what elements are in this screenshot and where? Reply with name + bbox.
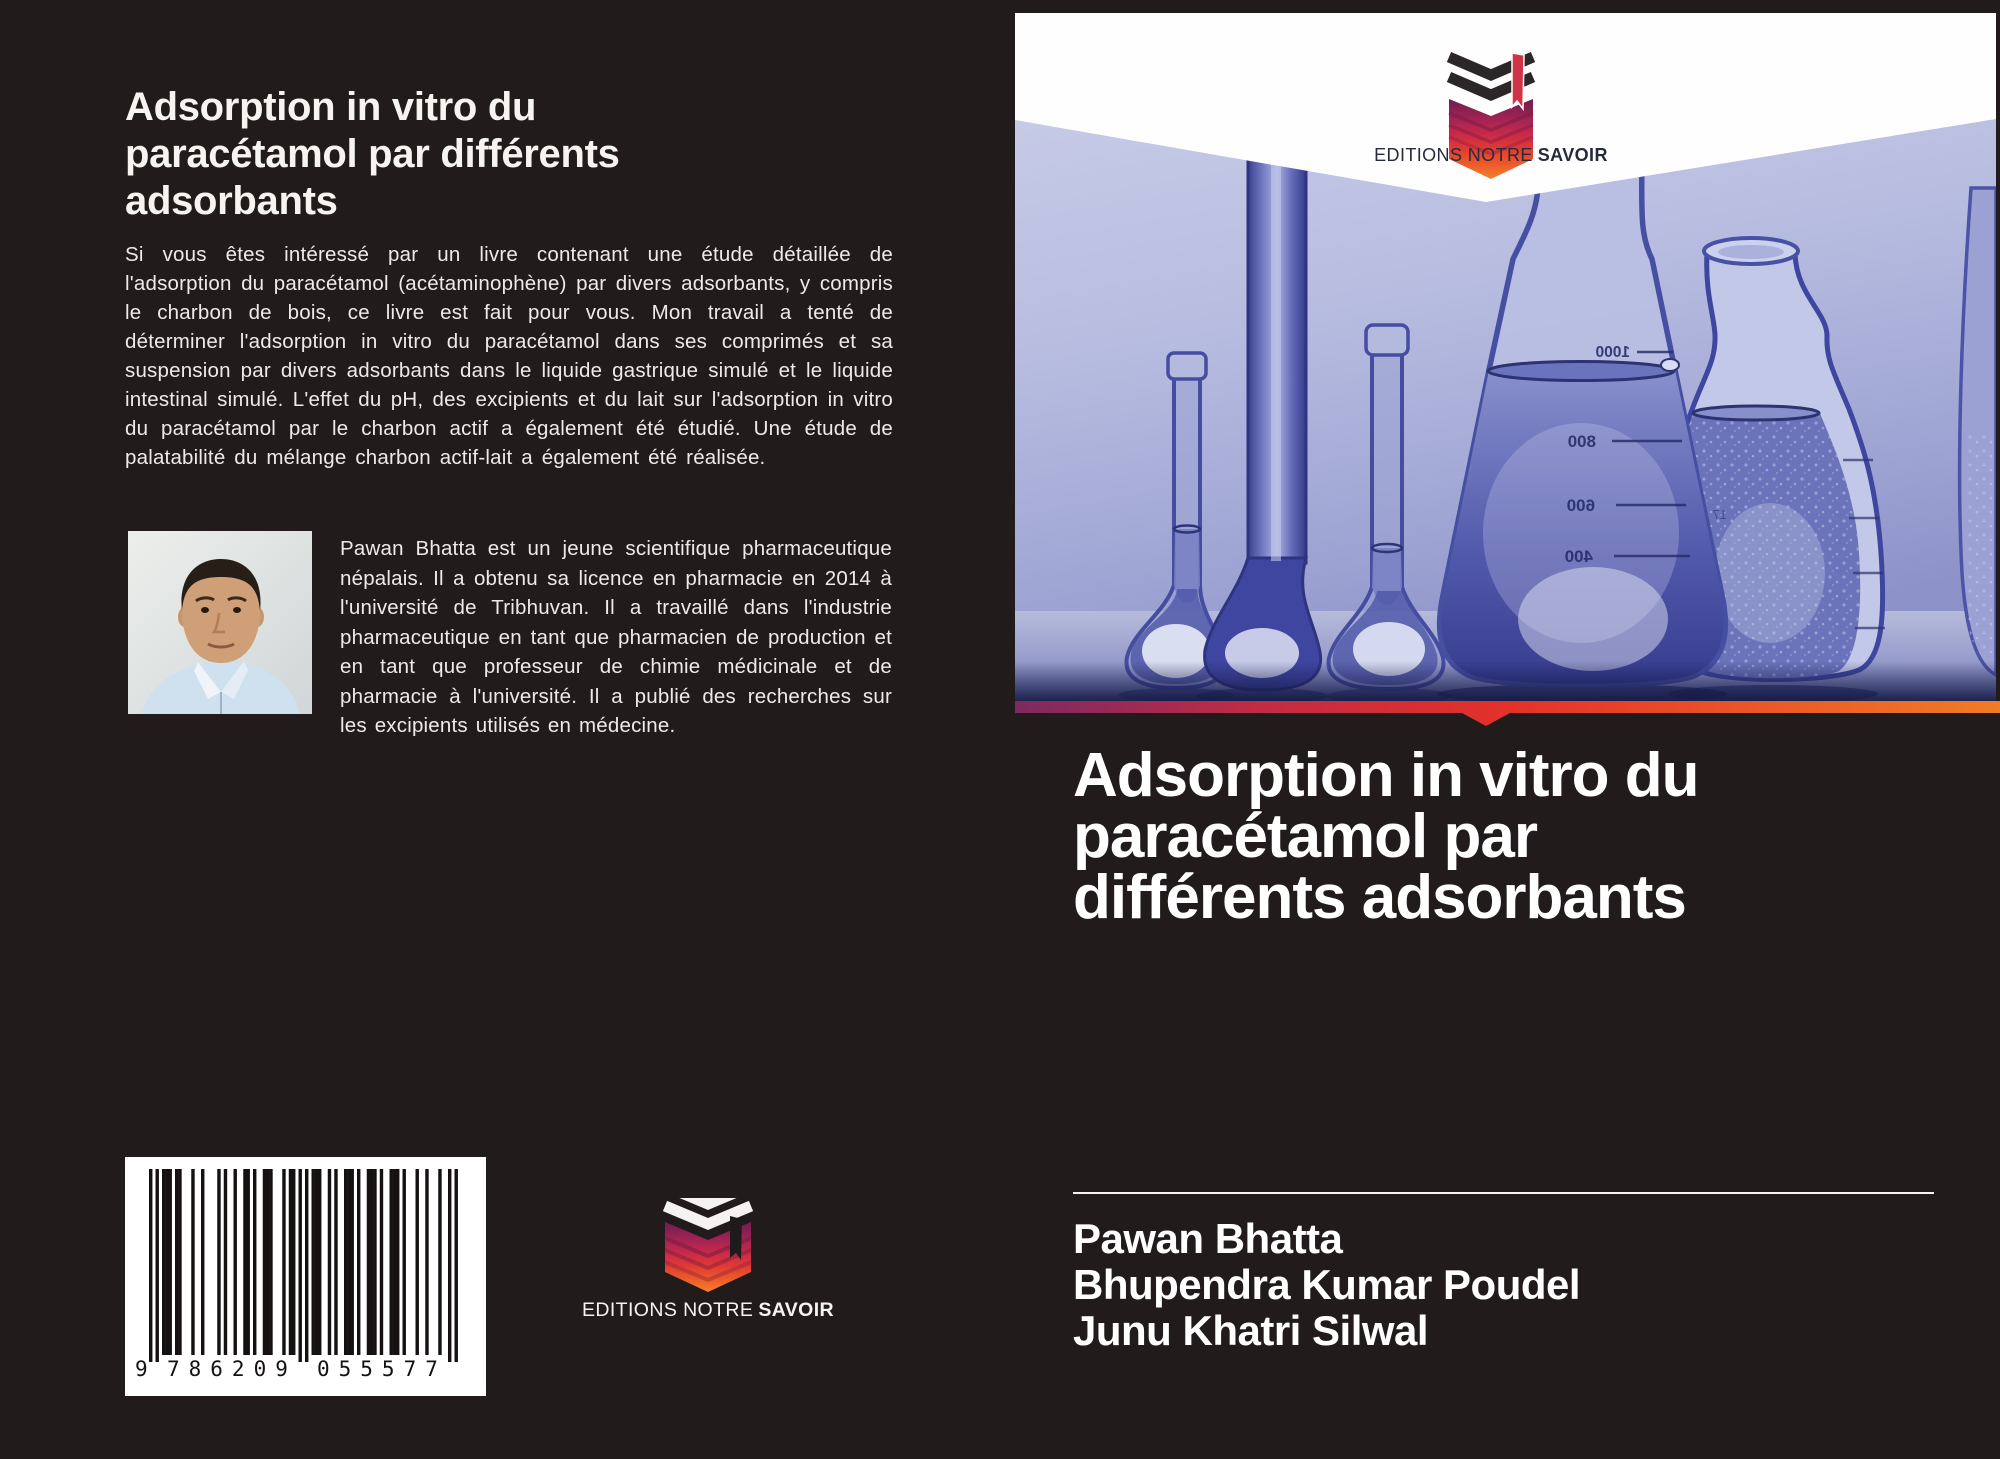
flask-rim xyxy=(1168,353,1206,379)
bubble xyxy=(1661,359,1679,371)
graduation-800: 800 xyxy=(1567,432,1596,451)
flask-rim xyxy=(1366,325,1408,355)
back-title-line-1: Adsorption in vitro du xyxy=(125,85,537,129)
back-title-line-3: adsorbants xyxy=(125,179,338,223)
publisher-name-regular: EDITIONS NOTRE xyxy=(1374,145,1533,165)
barcode-digit-left: 9 xyxy=(135,1357,148,1381)
barcode-digits-group2: 055577 xyxy=(317,1357,447,1381)
author-name-2: Bhupendra Kumar Poudel xyxy=(1073,1261,1581,1308)
graduation-1000: 1000 xyxy=(1595,344,1630,361)
publisher-name-regular: EDITIONS NOTRE xyxy=(581,1299,754,1321)
author-portrait-illustration xyxy=(128,531,312,714)
vessel-partial-right-edge xyxy=(1960,188,1996,675)
glass-glow-bright xyxy=(1518,567,1668,671)
back-cover-description: Si vous êtes intéressé par un livre contenant une étude détaillée de l'adsorption du paracétamol (acétaminophène) par divers adsorbants, y compris le charbon de bois, ce livre est fait pour vous. Mon travail a tenté de déterminer l'adsorption in vitro du paracétamol dans ses comprimés et sa suspension par divers adsorbants dans le liquide gastrique simulé et le liquide intestinal simulé. L'effet du pH, des excipients et du lait sur l'adsorption in vitro du paracétamol par le charbon actif a également été étudié. Une étude de palatabilité du mélange charbon actif-lait a également été réalisée. xyxy=(125,243,893,469)
author-name-1: Pawan Bhatta xyxy=(1073,1215,1343,1262)
eye-right xyxy=(233,607,241,613)
bookmark-icon xyxy=(1512,53,1524,109)
cover-photo-flasks xyxy=(1015,13,1996,701)
publisher-logo-back xyxy=(558,1198,858,1323)
accent-stripe xyxy=(1015,701,2000,746)
front-cover-title xyxy=(1073,741,1953,932)
graduation-400: 400 xyxy=(1564,547,1593,566)
barcode xyxy=(125,1157,486,1396)
publisher-name xyxy=(1374,145,1608,165)
floor-shadow xyxy=(1015,661,1996,701)
publisher-name-bold: SAVOIR xyxy=(1537,145,1608,165)
front-cover-authors xyxy=(1073,1216,1580,1354)
authors-divider xyxy=(1073,1192,1934,1194)
graduation-small-mark: 17 xyxy=(1712,507,1727,522)
publisher-name-bold: SAVOIR xyxy=(758,1299,835,1321)
front-title-line-2: paracétamol par xyxy=(1073,802,1537,871)
barcode-digits-group1: 786209 xyxy=(167,1357,297,1381)
liquid-level xyxy=(1693,406,1819,420)
author-bio: Pawan Bhatta est un jeune scientifique pharmaceutique népalais. Il a obtenu sa licence en pharmacie en 2014 à l'université de Tribhuvan. Il a travaillé dans l'industrie pharmaceutique en tant que pharmacien de production et en tant que professeur de chimie médicinale et de pharmacie à l'université. Il a publié des recherches sur les excipients utilisés en médecine. xyxy=(340,537,892,737)
liquid-level xyxy=(1488,362,1674,381)
front-title-line-1: Adsorption in vitro du xyxy=(1073,741,1699,810)
chevron-icon-1 xyxy=(665,1198,751,1204)
author-photo xyxy=(128,531,312,714)
flask-mouth xyxy=(1718,245,1784,259)
front-title-line-3: différents adsorbants xyxy=(1073,863,1686,932)
stripe-shape xyxy=(1015,701,2000,726)
graduation-600: 600 xyxy=(1566,496,1595,515)
publisher-name xyxy=(582,1299,834,1321)
back-title-line-2: paracétamol par différents xyxy=(125,132,620,176)
author-name-3: Junu Khatri Silwal xyxy=(1073,1307,1429,1354)
back-cover-title xyxy=(125,84,845,225)
glass-glow xyxy=(1712,503,1825,643)
eye-left xyxy=(201,607,209,613)
book-icon xyxy=(665,1198,751,1292)
